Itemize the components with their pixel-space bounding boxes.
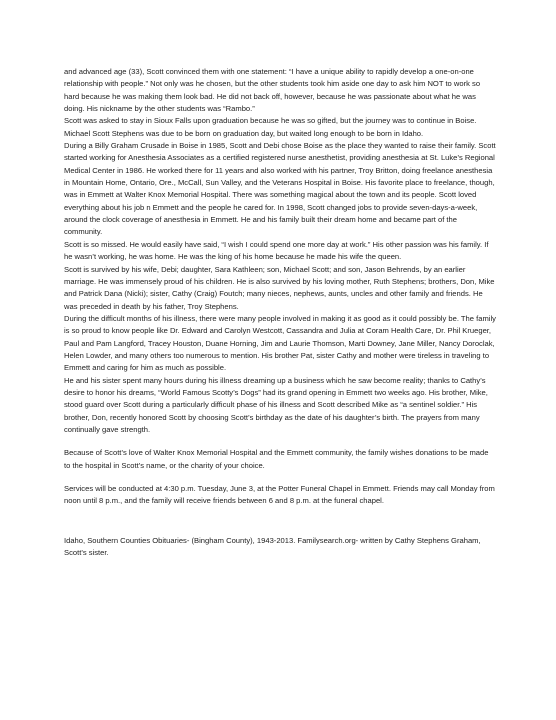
paragraph-source-citation: Idaho, Southern Counties Obituaries- (Bingham County), 1943-2013. Familysearch.org- written by Cathy Stephens Graham, Scott’s sister. — [64, 535, 481, 558]
paragraph-career: During a Billy Graham Crusade in Boise in 1985, Scott and Debi chose Boise as the place they wanted to raise their family. Scott started working for Anesthesia Associates as a certified registered nurse anesthetist, providing anesthesia at St. Luke’s Regional Medical Center in 1986. He worked there for 11 years and also worked with his partner, Troy Britton, doing freelance anesthesia in Mountain Home, Ontario, Ore., McCall, Sun Valley, and the Veterans Hospital in Boise. His favorite place to freelance, though, was in Emmett at Walter Knox Memorial Hospital. There was something magical about the town and its people. Scott loved everything about his job n Emmett and the people he cared for. In 1998, Scott changed jobs to provide seven-days-a-week, around the clock coverage of anesthesia in Emmett. He and his family built their dream home and became part of the community. — [64, 141, 496, 237]
paragraph-graduation: Scott was asked to stay in Sioux Falls upon graduation because he was so gifted, but the journey was to continue in Boise. Michael Scott Stephens was due to be born on graduation day, but waited long enough to be born in Idaho. — [64, 116, 477, 138]
paragraph-donations: Because of Scott’s love of Walter Knox Memorial Hospital and the Emmett community, the family wishes donations to be made to the hospital in Scott’s name, or the charity of your choice. — [64, 448, 489, 470]
paragraph-family-passion: Scott is so missed. He would easily have said, “I wish I could spend one more day at work.” His other passion was his family. If he wasn’t working, he was home. He was the king of his home because he made his wife the queen. — [64, 239, 489, 262]
paragraph-siblings: He and his sister spent many hours during his illness dreaming up a business which he saw become reality; thanks to Cathy’s desire to honor his dreams, “World Famous Scotty’s Dogs” had its grand opening in Emmett two weeks ago. His brother, Mike, stood guard over Scott during a particularly difficult phase of his illness and Scott described Mike as “a sentinel soldier.” His brother, Don, recently honored Scott by choosing Scott’s birthday as the date of his daughter’s birth. The prayers from many continually gave strength. — [64, 375, 488, 434]
paragraph-illness-support: During the difficult months of his illness, there were many people involved in making it as good as it could possibly be. The family is so proud to know people like Dr. Edward and Carolyn Westcott, Cassandra and Julia at Coram Health Care, Dr. Phil Krueger, Paul and Pam Langford, Tracey Houston, Duane Horning, Jim and Laurie Thomson, Marti Downey, Jane Miller, Nancy Doroclak, Helen Lowder, and many others too numerous to mention. His brother Pat, sister Cathy and mother were tireless in traveling to Emmett and caring for him as much as possible. — [64, 313, 496, 373]
paragraph-education: and advanced age (33), Scott convinced them with one statement: “I have a unique ability to rapidly develop a one-on-one relationship with people.” Not only was he chosen, but the other students took him aside one day to ask him NOT to work so hard because he was making them look bad. He did not back off, however, because he was passionate about what he was doing. His nickname by the other students was “Rambo.” — [64, 67, 481, 114]
obituary-text — [64, 66, 496, 559]
paragraph-services: Services will be conducted at 4:30 p.m. Tuesday, June 3, at the Potter Funeral Chapel in Emmett. Friends may call Monday from noon until 8 p.m., and the family will receive friends between 6 and 8 p.m. at the funeral chapel. — [64, 484, 495, 506]
paragraph-survivors: Scott is survived by his wife, Debi; daughter, Sara Kathleen; son, Michael Scott; and son, Jason Behrends, by an earlier marriage. He was immensely proud of his children. He is also survived by his loving mother, Ruth Stephens; brothers, Don, Mike and Patrick Dana (Nicki); sister, Cathy (Craig) Foutch; many nieces, nephews, aunts, uncles and other family and friends. He was preceded in death by his father, Troy Stephens. — [64, 264, 495, 311]
